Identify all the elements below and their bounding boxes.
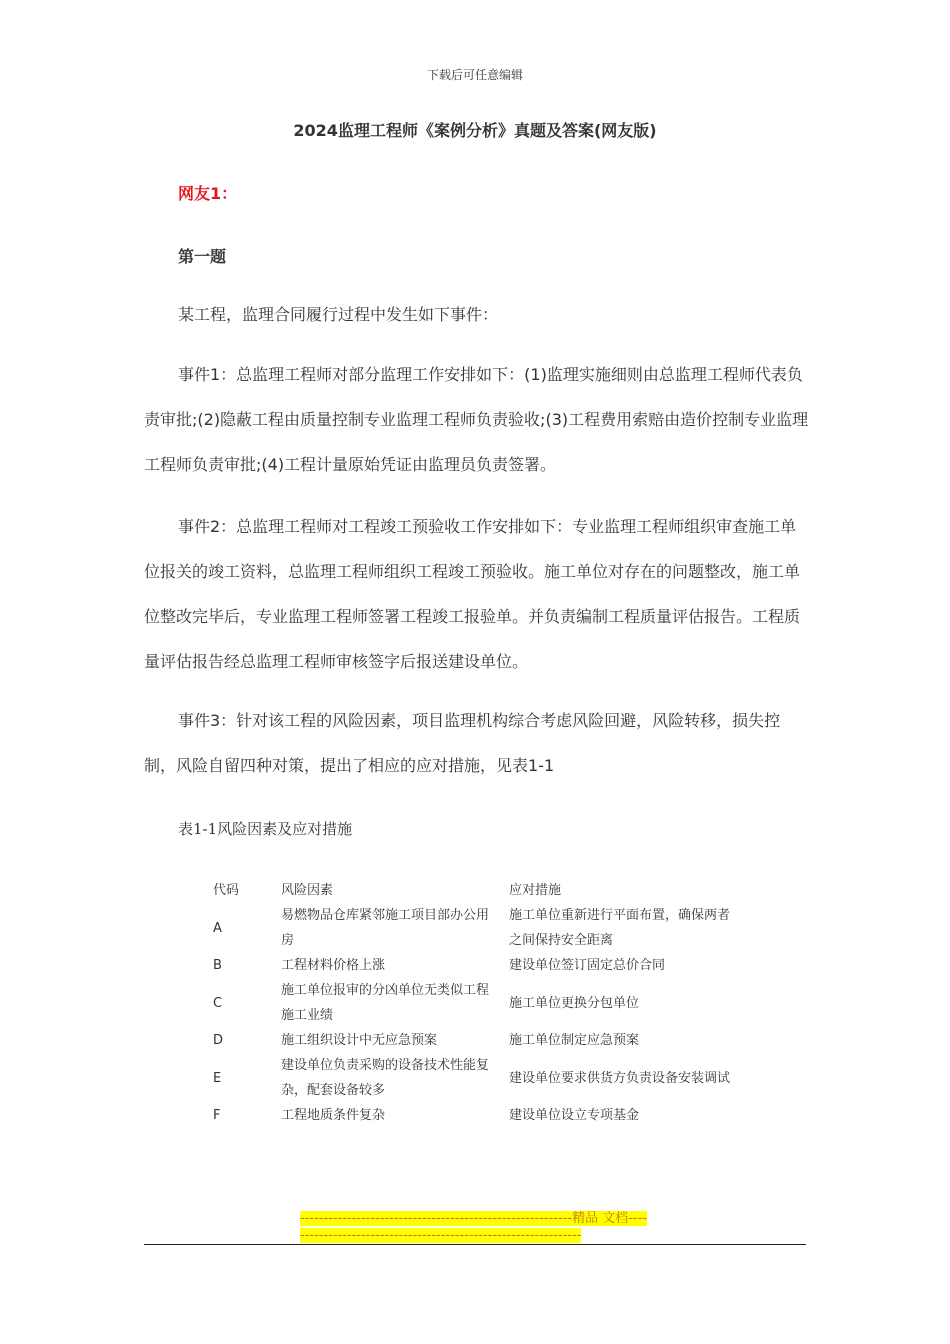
cell-code: E [213, 1070, 222, 1086]
cell-factor: 建设单位负责采购的设备技术性能复杂，配套设备较多 [281, 1058, 490, 1098]
table-caption: 表1-1风险因素及应对措施 [178, 820, 353, 838]
event1-paragraph [144, 352, 812, 487]
table-row [209, 1053, 735, 1103]
cell-factor: 工程地质条件复杂 [281, 1108, 386, 1123]
footer-banner-text: ----------------------------------------------------------精品 文档---------------------------------------------------------------- [300, 1211, 647, 1243]
table-row [209, 903, 735, 953]
document-title: 2024监理工程师《案例分析》真题及答案(网友版) [293, 121, 657, 140]
cell-measure: 施工单位更换分包单位 [509, 995, 640, 1011]
cell-code: C [213, 995, 223, 1011]
question-title: 第一题 [178, 247, 227, 266]
event3-text: 事件3：针对该工程的风险因素，项目监理机构综合考虑风险回避，风险转移，损失控制，风险自留四种对策，提出了相应的应对措施，见表1-1 [144, 711, 781, 775]
cell-code: D [213, 1033, 224, 1048]
footer-banner [300, 1210, 650, 1244]
header-note: 下载后可任意编辑 [426, 68, 523, 82]
cell-code: F [213, 1108, 221, 1123]
intro-paragraph [144, 292, 812, 337]
section-label: 网友1： [178, 184, 238, 203]
cell-measure: 建设单位签订固定总价合同 [509, 958, 666, 973]
cell-factor: 施工组织设计中无应急预案 [281, 1033, 438, 1048]
cell-factor: 施工单位报审的分凶单位无类似工程施工业绩 [281, 983, 490, 1023]
event2-paragraph [144, 504, 812, 684]
cell-code: B [213, 958, 222, 973]
footer-divider [144, 1244, 806, 1245]
event3-paragraph [144, 698, 812, 788]
event1-text: 事件1：总监理工程师对部分监理工作安排如下：(1)监理实施细则由总监理工程师代表负责审批;(2)隐蔽工程由质量控制专业监理工程师负责验收;(3)工程费用索赔由造价控制专业监理工程师负责审批;(4)工程计量原始凭证由监理员负责签署。 [144, 365, 809, 474]
table-row [209, 953, 735, 978]
header-cell-factor: 风险因素 [281, 883, 334, 898]
intro-text: 某工程，监理合同履行过程中发生如下事件： [178, 305, 499, 324]
header-cell-measure: 应对措施 [509, 883, 562, 898]
table-row [209, 1103, 735, 1128]
cell-factor: 工程材料价格上涨 [281, 958, 386, 973]
table-header-row [209, 878, 735, 903]
table-row [209, 1028, 735, 1053]
cell-measure: 施工单位重新进行平面布置，确保两者之间保持安全距离 [509, 908, 731, 948]
risk-table [209, 878, 735, 1128]
cell-code: A [213, 920, 222, 936]
table-row [209, 978, 735, 1028]
event2-text: 事件2：总监理工程师对工程竣工预验收工作安排如下：专业监理工程师组织审查施工单位报关的竣工资料，总监理工程师组织工程竣工预验收。施工单位对存在的问题整改，施工单位整改完毕后，专业监理工程师签署工程竣工报验单。并负责编制工程质量评估报告。工程质量评估报告经总监理工程师审核签字后报送建设单位。 [144, 517, 801, 671]
header-cell-code: 代码 [213, 883, 240, 898]
cell-measure: 施工单位制定应急预案 [509, 1033, 640, 1048]
cell-measure: 建设单位设立专项基金 [509, 1108, 640, 1123]
cell-factor: 易燃物品仓库紧邻施工项目部办公用房 [281, 908, 490, 948]
cell-measure: 建设单位要求供货方负责设备安装调试 [509, 1070, 731, 1086]
